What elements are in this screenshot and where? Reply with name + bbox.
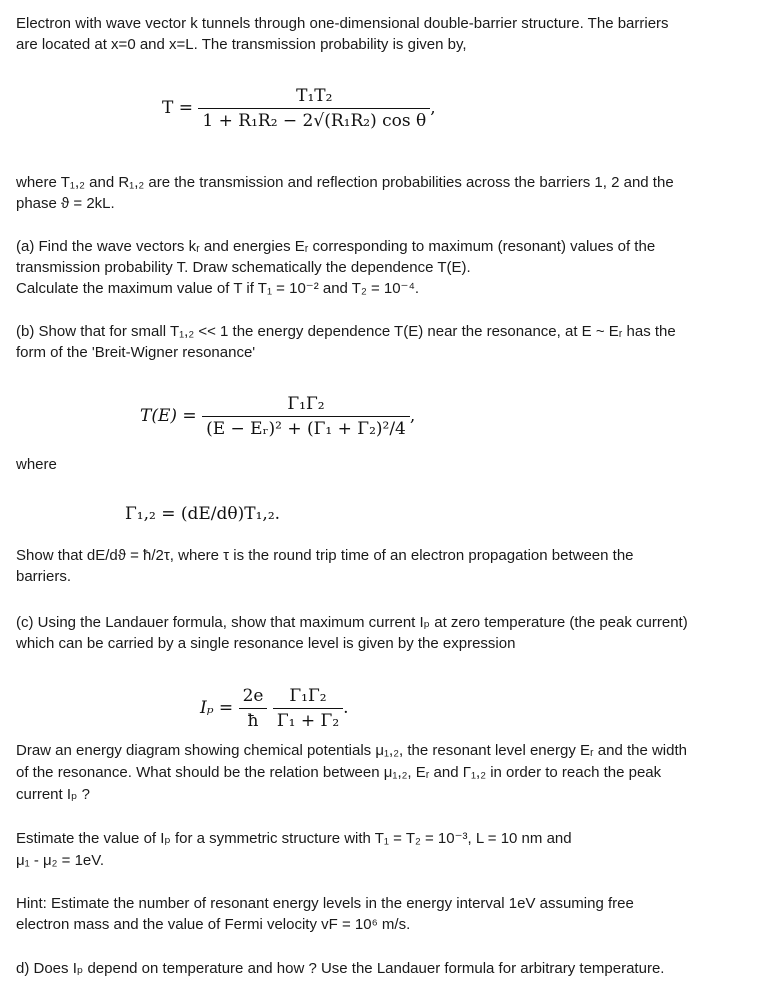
show-line-2: barriers. [16, 568, 72, 585]
where2-label: where [16, 456, 57, 473]
intro-line-2: are located at x=0 and x=L. The transmission probability is given by, [16, 36, 467, 53]
eq1-numerator: T₁T₂ [198, 86, 430, 109]
equation-breit-wigner [140, 394, 415, 439]
estimate-line-2: μ₁ - μ₂ = 1eV. [16, 852, 105, 869]
where1-line-1: where T₁,₂ and R₁,₂ are the transmission and reflection probabilities across the barriers 1, 2 and the [16, 174, 674, 191]
intro-line-1: Electron with wave vector k tunnels through one-dimensional double-barrier structure. The barriers [16, 15, 669, 32]
eq1-tail: , [430, 98, 436, 118]
draw-line-1: Draw an energy diagram showing chemical potentials μ₁,₂, the resonant level energy Eᵣ and the width [16, 742, 687, 759]
equation-peak-current [200, 686, 349, 731]
part-b-line-2: form of the 'Breit-Wigner resonance' [16, 344, 256, 361]
eq4-lhs: Iₚ = [200, 698, 234, 718]
eq4-f2-numerator: Γ₁Γ₂ [273, 686, 343, 709]
eq2-numerator: Γ₁Γ₂ [202, 394, 410, 417]
eq1-denominator: 1 + R₁R₂ − 2√(R₁R₂) cos θ [202, 111, 427, 131]
eq2-denominator: (E − Eᵣ)² + (Γ₁ + Γ₂)²/4 [206, 419, 406, 439]
eq4-f1-denominator: ħ [247, 711, 259, 731]
part-a-line-2: transmission probability T. Draw schematically the dependence T(E). [16, 259, 471, 276]
eq4-fraction-1 [239, 686, 268, 731]
eq4-fraction-2 [273, 686, 343, 731]
part-a-line-3: Calculate the maximum value of T if T₁ = 10⁻² and T₂ = 10⁻⁴. [16, 280, 420, 297]
hint-line-2: electron mass and the value of Fermi velocity vF = 10⁶ m/s. [16, 916, 411, 933]
draw-line-2: of the resonance. What should be the relation between μ₁,₂, Eᵣ and Γ₁,₂ in order to reach the peak [16, 764, 662, 781]
part-b-line-1: (b) Show that for small T₁,₂ << 1 the energy dependence T(E) near the resonance, at E ~ Eᵣ has the [16, 323, 676, 340]
eq1-lhs: T = [162, 98, 193, 118]
eq4-tail: . [343, 698, 349, 718]
equation-transmission [162, 86, 436, 131]
eq4-f1-numerator: 2e [239, 686, 268, 709]
draw-line-3: current Iₚ ? [16, 786, 90, 803]
where1-line-2: phase ϑ = 2kL. [16, 195, 115, 212]
part-a-line-1: (a) Find the wave vectors kᵣ and energies Eᵣ corresponding to maximum (resonant) values of the [16, 238, 656, 255]
part-d-line: d) Does Iₚ depend on temperature and how ? Use the Landauer formula for arbitrary temperature. [16, 960, 665, 977]
part-c-line-1: (c) Using the Landauer formula, show that maximum current Iₚ at zero temperature (the peak current) [16, 614, 688, 631]
hint-line-1: Hint: Estimate the number of resonant energy levels in the energy interval 1eV assuming free [16, 895, 634, 912]
eq2-fraction [202, 394, 410, 439]
equation-gamma: Γ₁,₂ = (dE/dθ)T₁,₂. [125, 504, 281, 524]
eq2-lhs: T(E) = [140, 406, 197, 426]
show-line-1: Show that dE/dϑ = ħ/2τ, where τ is the round trip time of an electron propagation between the [16, 547, 634, 564]
estimate-line-1: Estimate the value of Iₚ for a symmetric structure with T₁ = T₂ = 10⁻³, L = 10 nm and [16, 830, 572, 847]
eq1-fraction [198, 86, 430, 131]
eq2-tail: , [409, 406, 416, 426]
eq4-f2-denominator: Γ₁ + Γ₂ [276, 711, 340, 731]
part-c-line-2: which can be carried by a single resonance level is given by the expression [16, 635, 516, 652]
